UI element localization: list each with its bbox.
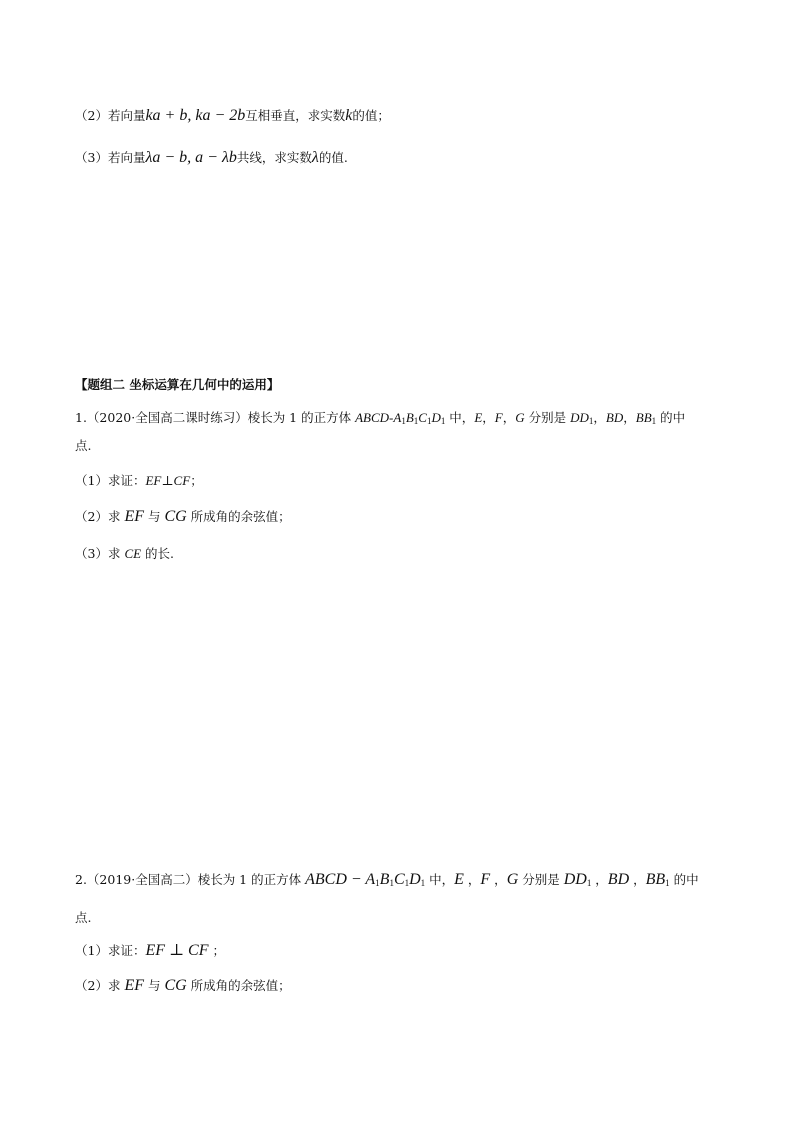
part-prefix: （2）若向量 — [75, 108, 146, 123]
intro-text: 2.（2019·全国高二）棱长为 1 的正方体 — [75, 872, 306, 887]
intro-text: 1.（2020·全国高二课时练习）棱长为 1 的正方体 — [75, 410, 356, 425]
part-suffix: 的值. — [318, 150, 348, 165]
problem-1-intro-cont: 点. — [75, 438, 92, 453]
section-heading: 【题组二 坐标运算在几何中的运用】 — [75, 377, 280, 392]
cube-name: ABCD − $A_1B_1C_1D_1$ — [305, 871, 426, 888]
problem-1-part-1: （1）求证：EF⊥CF； — [75, 473, 203, 488]
part-mid: 共线，求实数 — [236, 150, 312, 165]
variable-k: k — [345, 107, 353, 124]
part-suffix: 的值； — [352, 108, 390, 123]
vector-expression: ka + b, ka − 2b — [145, 107, 246, 124]
segment-bb1: $BB_1$ — [645, 871, 670, 888]
problem-2-part-1: （1）求证：EF ⊥ CF ； — [75, 942, 225, 959]
segment-bd: BD — [605, 410, 624, 425]
prev-problem-part-3 — [75, 150, 348, 166]
segment-dd1: $DD_1$ — [570, 410, 594, 426]
variable-lambda: λ — [311, 149, 319, 166]
problem-1-part-3: （3）求 CE 的长. — [75, 546, 175, 561]
problem-2-intro: 2.（2019·全国高二）棱长为 1 的正方体 ABCD − $A_1B_1C_1D_1$ 中，E ，F ，G 分别是 $DD_1$ ，BD ，$BB_1$ 的中 — [75, 871, 699, 888]
segment-bd: BD — [607, 871, 630, 888]
vector-expression: λa − b, a − λb — [145, 149, 237, 166]
prev-problem-part-2 — [75, 108, 390, 124]
part-prefix: （3）若向量 — [75, 150, 146, 165]
problem-2-part-2: （2）求 EF 与 CG 所成角的余弦值； — [75, 977, 291, 994]
segment-dd1: $DD_1$ — [563, 871, 592, 888]
part-mid: 互相垂直，求实数 — [245, 108, 346, 123]
cube-name: ABCD-$A_1B_1C_1D_1$ — [355, 410, 446, 426]
problem-1-intro: 1.（2020·全国高二课时练习）棱长为 1 的正方体 ABCD-$A_1B_1C_1D_1$ 中，E，F，G 分别是 $DD_1$，BD，$BB_1$ 的中 — [75, 410, 686, 426]
segment-bb1: $BB_1$ — [635, 410, 657, 426]
problem-2-intro-cont: 点. — [75, 910, 92, 925]
problem-1-part-2: （2）求 EF 与 CG 所成角的余弦值； — [75, 508, 291, 525]
